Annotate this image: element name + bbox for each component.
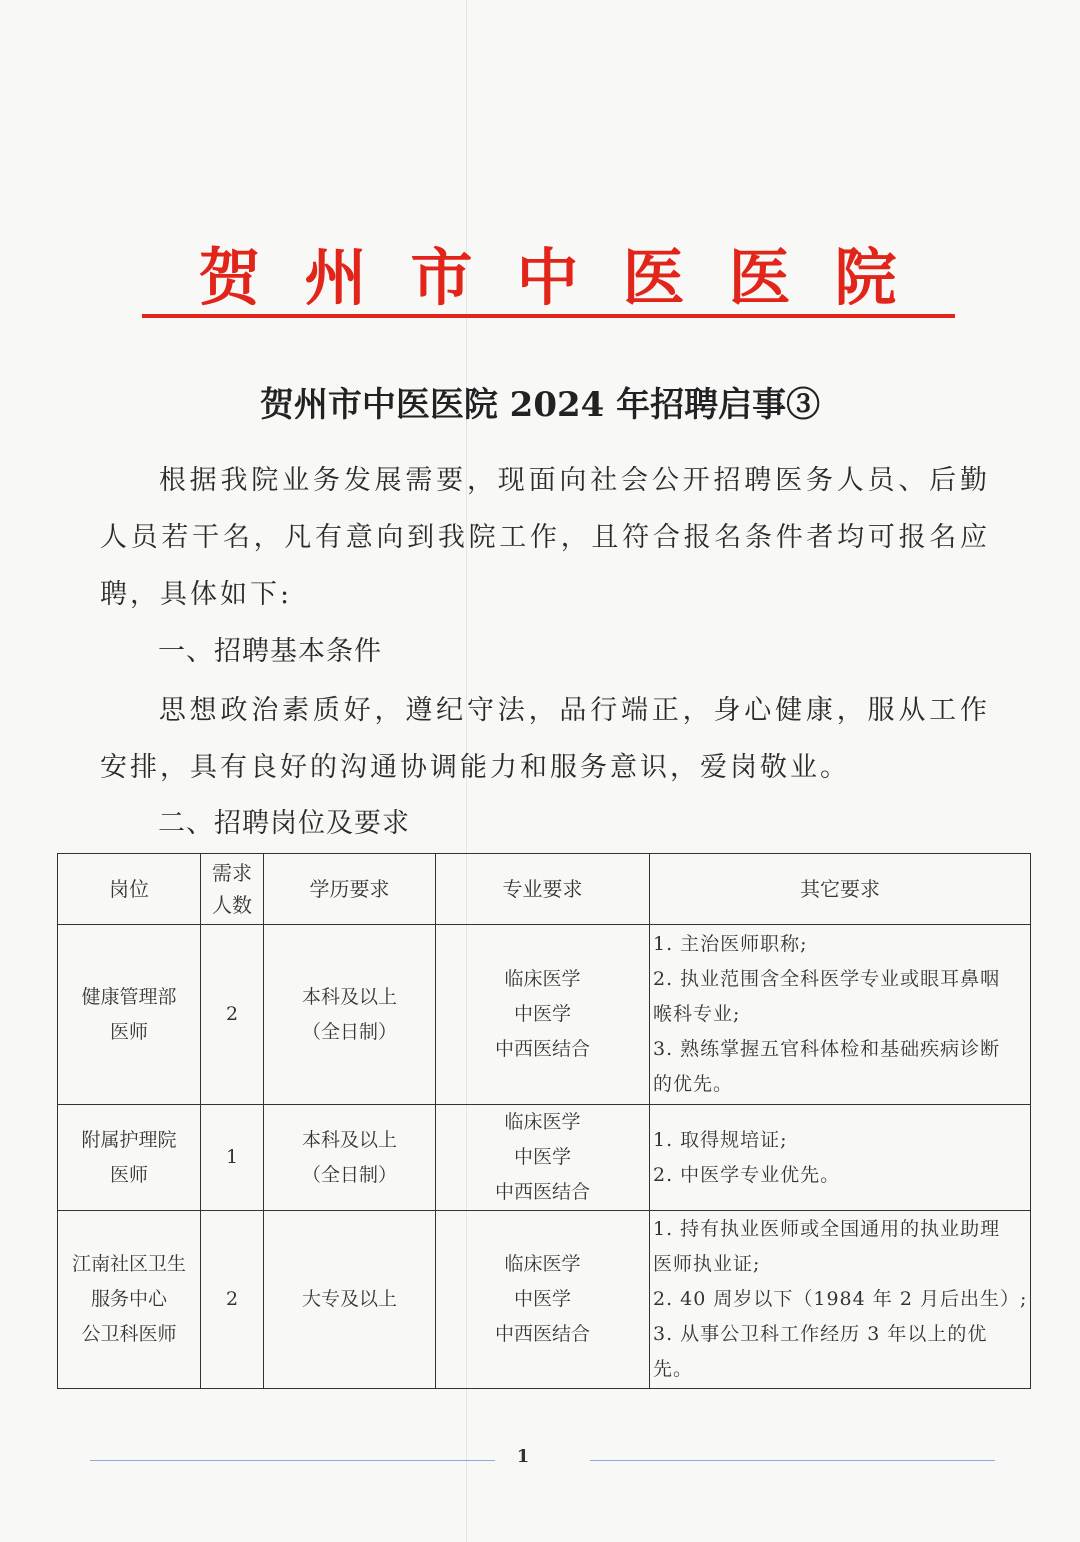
count-cell: 2	[201, 1211, 264, 1389]
positions-table	[57, 853, 1031, 1389]
position-line: 附属护理院	[81, 1128, 177, 1151]
position-line: 健康管理部	[81, 985, 177, 1008]
header-major: 专业要求	[436, 854, 650, 925]
requirement-line: 1. 主治医师职称;	[653, 933, 808, 955]
institution-header: 贺州市中医医院	[198, 241, 941, 314]
intro-paragraph	[100, 452, 990, 623]
position-line: 江南社区卫生	[71, 1253, 186, 1275]
requirement-line: 1. 取得规培证;	[653, 1128, 788, 1151]
header-count-line1: 需求	[212, 861, 252, 885]
footer-rule-right	[590, 1460, 995, 1461]
position-cell	[58, 1105, 201, 1211]
position-cell	[58, 1211, 201, 1389]
major-line: 中西医结合	[494, 1323, 590, 1345]
table-header-row	[58, 854, 1031, 925]
education-line: 本科及以上	[301, 1128, 397, 1151]
major-line: 中医学	[513, 1146, 571, 1168]
table-row	[58, 1105, 1031, 1211]
requirement-line: 3. 从事公卫科工作经历 3 年以上的优	[653, 1323, 988, 1345]
document-title: 贺州市中医医院 2024 年招聘启事③	[259, 385, 821, 425]
position-line: 医师	[109, 1163, 148, 1186]
position-line: 服务中心	[90, 1288, 167, 1310]
count-cell: 1	[201, 1105, 264, 1211]
requirement-line: 1. 持有执业医师或全国通用的执业助理	[653, 1218, 1001, 1240]
major-line: 临床医学	[504, 968, 581, 990]
education-cell	[264, 1105, 436, 1211]
major-cell	[436, 1211, 650, 1389]
requirement-line: 的优先。	[653, 1073, 734, 1095]
page-number: 1	[516, 1446, 530, 1467]
requirement-line: 先。	[653, 1358, 694, 1380]
position-line: 公卫科医师	[81, 1323, 177, 1345]
section1-heading: 一、招聘基本条件	[158, 636, 382, 667]
header-other: 其它要求	[650, 854, 1031, 925]
major-line: 中西医结合	[494, 1181, 590, 1203]
other-requirements-cell	[650, 1211, 1031, 1389]
major-line: 中医学	[513, 1288, 571, 1310]
header-education: 学历要求	[264, 854, 436, 925]
position-line: 医师	[109, 1020, 148, 1043]
education-line: （全日制）	[301, 1163, 397, 1186]
major-line: 临床医学	[504, 1253, 581, 1275]
other-requirements-cell	[650, 925, 1031, 1105]
section1-text: 思想政治素质好，遵纪守法，品行端正，身心健康，服从工作安排，具有良好的沟通协调能力和服务意识，爱岗敬业。	[100, 695, 990, 783]
table-row	[58, 925, 1031, 1105]
header-count-line2: 人数	[212, 893, 252, 917]
section1-paragraph	[100, 682, 990, 796]
education-cell	[264, 1211, 436, 1389]
requirement-line: 2. 中医学专业优先。	[653, 1163, 841, 1186]
requirement-line: 3. 熟练掌握五官科体检和基础疾病诊断	[653, 1038, 1001, 1060]
header-count	[201, 854, 264, 925]
count-cell: 2	[201, 925, 264, 1105]
major-cell	[436, 1105, 650, 1211]
education-cell	[264, 925, 436, 1105]
major-line: 中西医结合	[494, 1038, 590, 1060]
major-cell	[436, 925, 650, 1105]
education-line: 大专及以上	[301, 1288, 397, 1310]
requirement-line: 2. 40 周岁以下（1984 年 2 月后出生）;	[653, 1288, 1028, 1310]
other-requirements-cell	[650, 1105, 1031, 1211]
header-red-rule	[142, 314, 955, 318]
requirement-line: 2. 执业范围含全科医学专业或眼耳鼻咽	[653, 968, 1001, 990]
requirement-line: 喉科专业;	[653, 1003, 741, 1025]
position-cell	[58, 925, 201, 1105]
footer-rule-left	[90, 1460, 495, 1461]
major-line: 中医学	[513, 1003, 571, 1025]
education-line: （全日制）	[301, 1020, 397, 1043]
major-line: 临床医学	[504, 1111, 581, 1133]
intro-text: 根据我院业务发展需要，现面向社会公开招聘医务人员、后勤人员若干名，凡有意向到我院工作，且符合报名条件者均可报名应聘，具体如下:	[100, 465, 990, 610]
education-line: 本科及以上	[301, 985, 397, 1008]
requirement-line: 医师执业证;	[653, 1253, 761, 1275]
section2-heading: 二、招聘岗位及要求	[158, 808, 410, 839]
table-row	[58, 1211, 1031, 1389]
header-position: 岗位	[58, 854, 201, 925]
